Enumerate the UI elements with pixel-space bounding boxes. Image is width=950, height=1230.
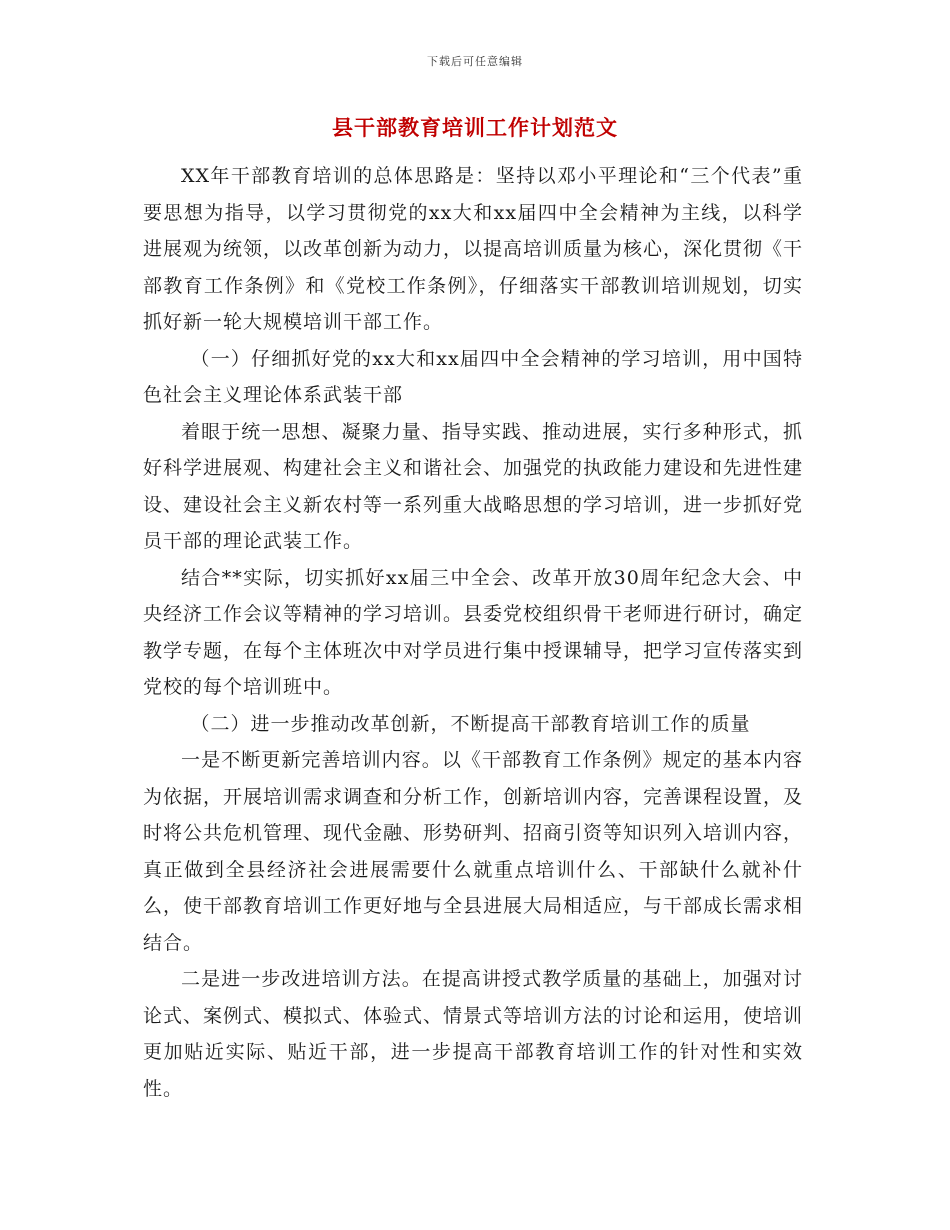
document-title: 县干部教育培训工作计划范文 [332,115,618,140]
paragraph-overview: XX年干部教育培训的总体思路是：坚持以邓小平理论和“三个代表”重要思想为指导，以学习贯彻党的xx大和xx届四中全会精神为主线，以科学进展观为统领，以改革创新为动力，以提高培训质量为核心，深化贯彻《干部教育工作条例》和《党校工作条例》，仔细落实干部教训培训规划，切实抓好新一轮大规模培训干部工作。 [143,165,804,333]
paragraph-theory: 着眼于统一思想、凝聚力量、指导实践、推动进展，实行多种形式，抓好科学进展观、构建社会主义和谐社会、加强党的执政能力建设和先进性建设、建设社会主义新农村等一系列重大战略思想的学习培训，进一步抓好党员干部的理论武装工作。 [143,420,804,552]
paragraph-content: 一是不断更新完善培训内容。以《干部教育工作条例》规定的基本内容为依据，开展培训需求调查和分析工作，创新培训内容，完善课程设置，及时将公共危机管理、现代金融、形势研判、招商引资等知识列入培训内容，真正做到全县经济社会进展需要什么就重点培训什么、干部缺什么就补什么，使干部教育培训工作更好地与全县进展大局相适应，与干部成长需求相结合。 [143,749,804,954]
header-note: 下载后可任意编辑 [427,55,523,68]
paragraph-practice: 结合**实际，切实抓好xx届三中全会、改革开放30周年纪念大会、中央经济工作会议等精神的学习培训。县委党校组织骨干老师进行研讨，确定教学专题，在每个主体班次中对学员进行集中授课辅导，把学习宣传落实到党校的每个培训班中。 [143,566,804,698]
paragraph-methods: 二是进一步改进培训方法。在提高讲授式教学质量的基础上，加强对讨论式、案例式、模拟式、体验式、情景式等培训方法的讨论和运用，使培训更加贴近实际、贴近干部，进一步提高干部教育培训工作的针对性和实效性。 [143,968,804,1100]
document-body [143,158,803,1107]
section-heading-1: （一）仔细抓好党的xx大和xx届四中全会精神的学习培训，用中国特色社会主义理论体系武装干部 [143,347,803,406]
section-heading-2: （二）进一步推动改革创新，不断提高干部教育培训工作的质量 [190,712,751,735]
